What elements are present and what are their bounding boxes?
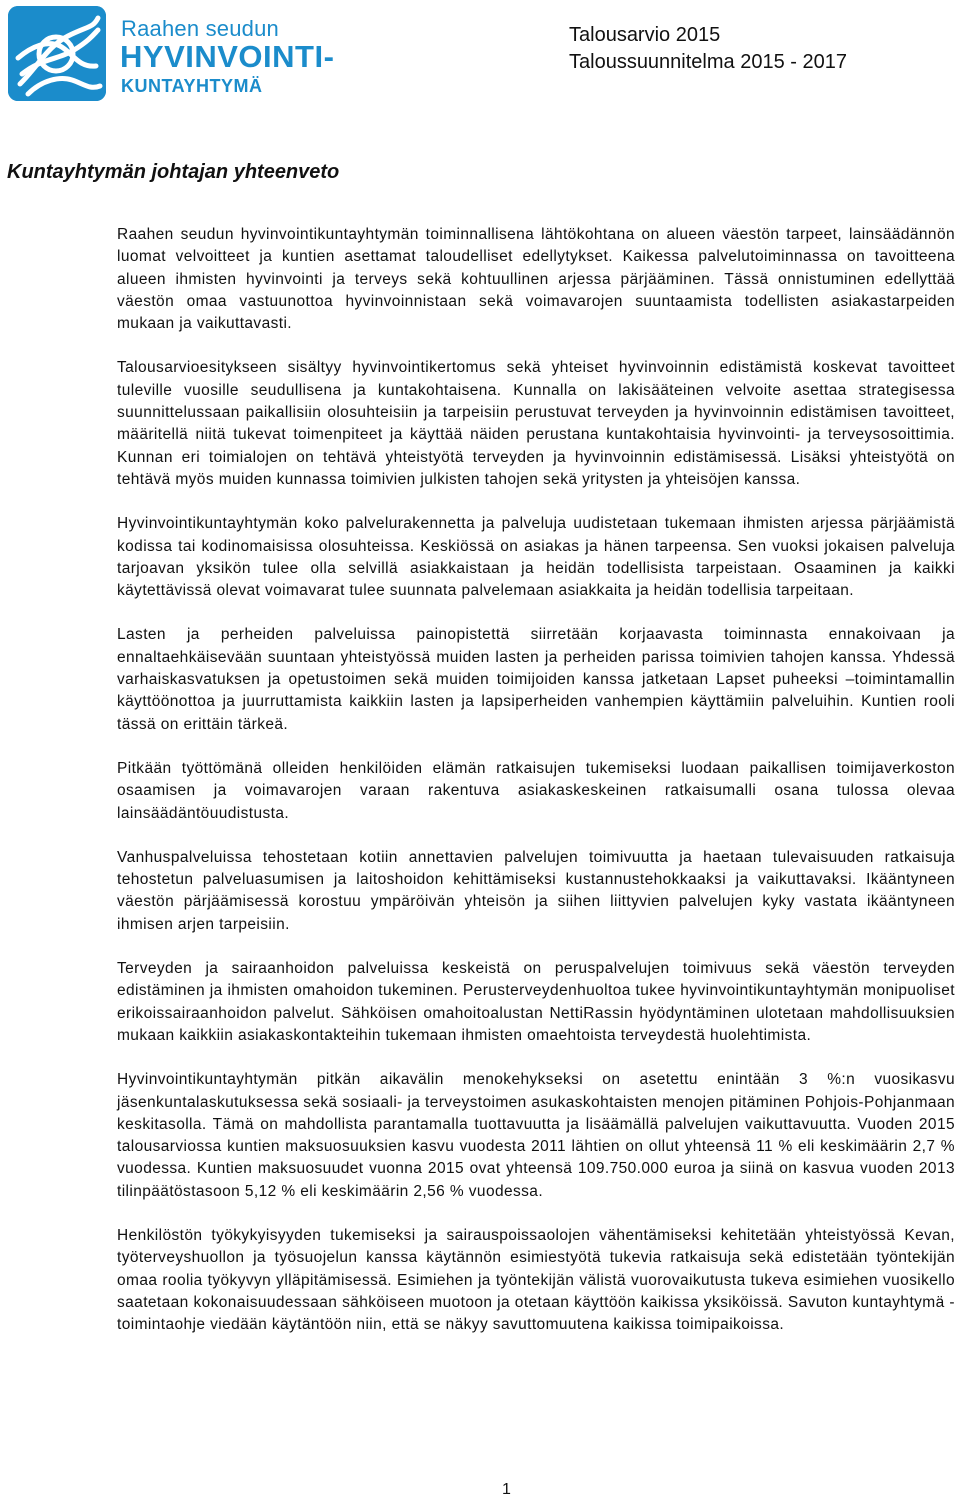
paragraph-2: Talousarvioesitykseen sisältyy hyvinvointikertomus sekä yhteiset hyvinvoinnin edistämistä koskevat tavoitteet tuleville vuosille seudullisena ja kuntakohtaisena. Kunnalla on lakisääteinen velvoite asettaa strategisessa suunnittelussaan paikallisiin olosuhteisiin ja tarpeisiin perustuvat terveyden ja hyvinvoinnin edistämisen tavoitteet, määritellä niitä tukevat toimenpiteet ja käyttää näiden perustana kuntakohtaisia hyvinvointi- ja terveysosoittimia. Kunnan eri toimialojen on tehtävä yhteistyötä terveyden ja hyvinvoinnin edistämisessä. Lisäksi yhteistyötä on tehtävä myös muiden kunnassa toimivien julkisten tahojen sekä yritysten ja yhteisöjen kanssa. <box>117 359 955 488</box>
paragraph-3: Hyvinvointikuntayhtymän koko palvelurakennetta ja palveluja uudistetaan tukemaan ihmisten arjessa pärjäämistä kodissa tai kodinomaisissa olosuhteissa. Keskiössä on asiakas ja hänen tarpeensa. Sen vuoksi jokaisen palveluja tarjoavan yksikön tulee olla selvillä asiakkaistaan ja heidän todellisista tarpeistaan. Osaaminen ja kaikki käytettävissä olevat voimavarat tulee suunnata palvelemaan asiakkaita ja heidän todellisia tarpeitaan. <box>117 515 955 600</box>
knot-logo-icon <box>8 6 106 101</box>
paragraph-4: Lasten ja perheiden palveluissa painopistettä siirretään korjaavasta toiminnasta ennakoivaan ja ennaltaehkäisevään suuntaan yhteistyössä muiden lasten ja perheiden parissa toimivien tahojen kanssa. Yhdessä varhaiskasvatuksen ja opetustoimen sekä muiden toimijoiden kanssa jatketaan Lapset puheeksi –toimintamallin käyttöönottoa ja juurruttamista kaikkiin lasten ja lapsiperheiden vanhempien käyttämiin palveluihin. Kuntien rooli tässä on erittäin tärkeä. <box>117 626 955 733</box>
paragraph-8: Hyvinvointikuntayhtymän pitkän aikavälin menokehykseksi on asetettu enintään 3 %:n vuosikasvu jäsenkuntalaskutuksessa sekä sosiaali- ja terveystoimen asukaskohtaisten menojen pitäminen Pohjois-Pohjanmaan keskitasolla. Tämä on mahdollista parantamalla tuottavuutta ja lisäämällä palvelujen vaikuttavuutta. Vuoden 2015 talousarviossa kuntien maksuosuuksien kasvu vuodesta 2011 lähtien on ollut yhteensä 11 % eli keskimäärin 2,7 % vuodessa. Kuntien maksuosuudet vuonna 2015 ovat yhteensä 109.750.000 euroa ja siinä on kasvua vuoden 2013 tilinpäätöstasoon 5,12 % eli keskimäärin 2,56 % vuodessa. <box>117 1071 955 1200</box>
paragraph-1: Raahen seudun hyvinvointikuntayhtymän toiminnallisena lähtökohtana on alueen väestön tarpeet, lainsäädännön luomat velvoitteet ja kuntien asettamat taloudelliset edellytykset. Kaikessa palvelutoiminnassa on tavoitteena alueen ihmisten hyvinvointi ja terveys sekä kohtuullinen arjessa pärjääminen. Tässä onnistuminen edellyttää väestön omaa vastuunottoa hyvinvoinnistaan sekä voimavarojen suuntaamista todellisten asiakastarpeiden mukaan ja vaikuttavasti. <box>117 226 955 333</box>
paragraph-6: Vanhuspalveluissa tehostetaan kotiin annettavien palvelujen toimivuutta ja haetaan tulevaisuuden ratkaisuja tehostetun palveluasumisen ja laitoshoidon kehittämiseksi kustannustehokkaaksi ja vaikuttavaksi. Ikääntyneen väestön pärjäämisessä korostuu ympäröivän yhteisön ja siihen liittyvien palvelujen kyky vastata ikääntyneen ihmisen arjen tarpeisiin. <box>117 848 955 933</box>
header-budget-title: Talousarvio 2015 <box>569 24 721 46</box>
document-header <box>569 22 847 76</box>
paragraph-7: Terveyden ja sairaanhoidon palveluissa keskeistä on peruspalvelujen toimivuus sekä väestön terveyden edistäminen ja ihmisten omahoidon tukeminen. Perusterveydenhuoltoa tukee hyvinvointikuntayhtymän monipuoliset erikoissairaanhoidon palvelut. Sähköisen omahoitoalustan NettiRassin hyödyntäminen ulotetaan mahdollisuuksien mukaan kaikkiin asiakaskontakteihin tukemaan ihmisten omaehtoista terveydestä huolehtimista. <box>117 960 955 1044</box>
logo-text-line3: KUNTAYHTYMÄ <box>121 76 263 96</box>
body-text <box>117 224 955 1358</box>
logo-text-line2: HYVINVOINTI- <box>120 39 335 74</box>
header-plan-title: Taloussuunnitelma 2015 - 2017 <box>569 51 847 73</box>
page-title: Kuntayhtymän johtajan yhteenveto <box>7 161 340 183</box>
page-number: 1 <box>502 1481 511 1498</box>
paragraph-9: Henkilöstön työkykyisyyden tukemiseksi ja sairauspoissaolojen vähentämiseksi kehitetään yhteistyössä Kevan, työterveyshuollon ja työsuojelun kanssa käytännön esimiestyötä tukevia ratkaisuja sekä edistetään työntekijän omaa roolia työkyvyn ylläpitämisessä. Esimiehen ja työntekijän välistä vuorovaikutusta tukeva esimiehen vuosikello saatetaan kokonaisuudessaan sähköiseen muotoon ja otetaan käyttöön kaikissa yksiköissä. Savuton kuntayhtymä -toimintaohje viedään käytäntöön niin, että se näkyy savuttomuutena kaikissa toimipaikoissa. <box>117 1226 955 1334</box>
logo-text-line1: Raahen seudun <box>121 16 279 41</box>
organization-logo <box>8 6 338 101</box>
paragraph-5: Pitkään työttömänä olleiden henkilöiden elämän ratkaisujen tukemiseksi luodaan paikallisen toimijaverkoston osaamisen ja voimavarojen varaan rakentuva asiakaskeskeinen ratkaisumalli osana tulossa olevaa lainsäädäntöuudistusta. <box>117 759 955 822</box>
